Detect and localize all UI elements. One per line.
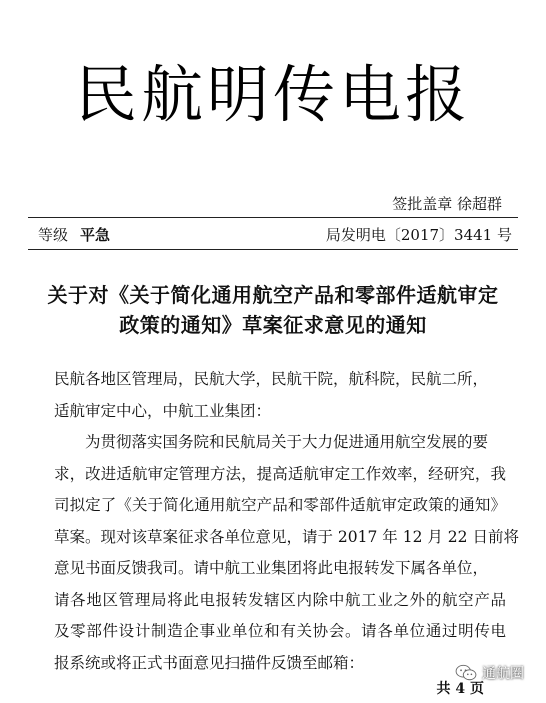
- masthead-title: 民航明传电报: [74, 58, 471, 131]
- grade-label: 等级: [38, 226, 69, 244]
- header-top-rule: [28, 217, 518, 218]
- header-bottom-rule: [28, 249, 518, 250]
- paragraph-line: 及零部件设计制造企事业单位和有关协会。请各单位通过明传电: [54, 622, 506, 640]
- grade-row: [38, 224, 110, 245]
- wechat-icon: [455, 664, 477, 682]
- grade-value: 平急: [80, 226, 111, 244]
- paragraph-line: 为贯彻落实国务院和民航局关于大力促进通用航空发展的要: [85, 433, 489, 451]
- document-title: [30, 280, 516, 340]
- paragraph-line: 司拟定了《关于简化通用航空产品和零部件适航审定政策的通知》: [54, 496, 506, 514]
- page-count: 共 4 页: [436, 681, 484, 697]
- addressee-line: 民航各地区管理局，民航大学，民航干院，航科院，民航二所，: [54, 370, 489, 388]
- paragraph-line: 意见书面反馈我司。请中航工业集团将此电报转发下属各单位，: [54, 559, 489, 577]
- title-line: 政策的通知》草案征求意见的通知: [119, 313, 427, 337]
- title-line: 关于对《关于简化通用航空产品和零部件适航审定: [47, 283, 499, 307]
- paragraph-line: 草案。现对该草案征求各单位意见，请于 2017 年 12 月 22 日前将: [54, 527, 519, 546]
- paragraph-line: 请各地区管理局将此电报转发辖区内除中航工业之外的航空产品: [54, 590, 506, 609]
- addressee-line: 适航审定中心，中航工业集团：: [54, 401, 272, 420]
- paragraph-line: 报系统或将正式书面意见扫描件反馈至邮箱：: [54, 653, 365, 672]
- paragraph-line: 求，改进适航审定管理方法，提高适航审定工作效率，经研究，我: [54, 464, 506, 483]
- document-number: 局发明电〔2017〕3441 号: [325, 226, 512, 244]
- signer-line: 签批盖章 徐超群: [392, 195, 502, 213]
- watermark-text: 通航圈: [482, 666, 524, 682]
- watermark: [455, 663, 524, 683]
